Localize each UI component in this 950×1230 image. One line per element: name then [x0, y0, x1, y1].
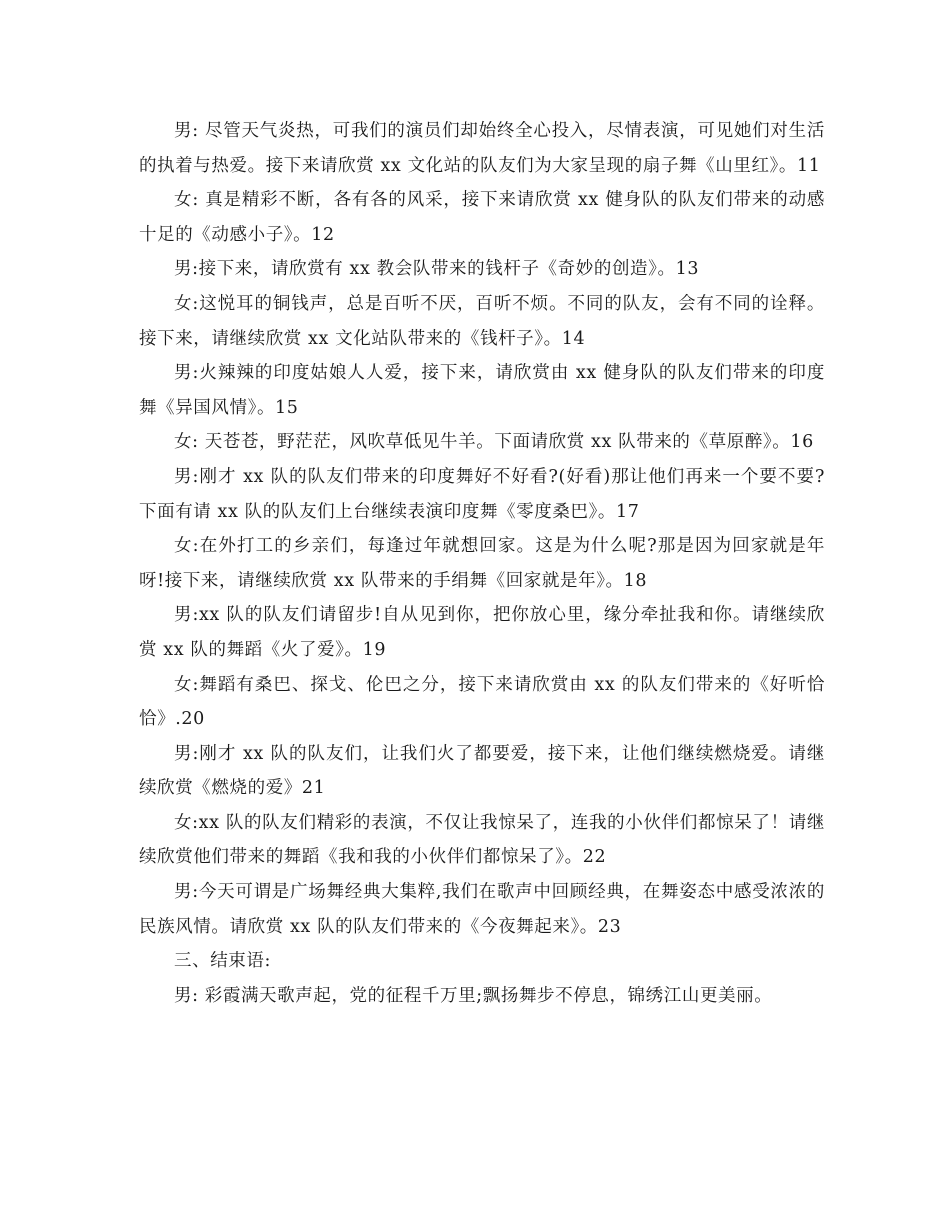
- paragraph-closing-male: 男: 彩霞满天歌声起，党的征程千万里;飘扬舞步不停息，锦绣江山更美丽。: [174, 985, 773, 1006]
- document-body: [139, 114, 825, 1013]
- section-heading-closing: 三、结束语:: [174, 951, 271, 972]
- paragraph-female-22: 女:xx 队的队友们精彩的表演，不仅让我惊呆了，连我的小伙伴们都惊呆了！请继续欣赏他们带来的舞蹈《我和我的小伙伴们都惊呆了》。22: [139, 812, 825, 868]
- paragraph-female-16: 女: 天苍苍，野茫茫，风吹草低见牛羊。下面请欣赏 xx 队带来的《草原醉》。16: [174, 432, 814, 453]
- paragraph-male-19: 男:xx 队的队友们请留步!自从见到你，把你放心里，缘分牵扯我和你。请继续欣赏 xx 队的舞蹈《火了爱》。19: [139, 605, 825, 660]
- paragraph-female-12: 女: 真是精彩不断，各有各的风采，接下来请欣赏 xx 健身队的队友们带来的动感十足的《动感小子》。12: [139, 190, 825, 245]
- paragraph-male-21: 男:刚才 xx 队的队友们，让我们火了都要爱，接下来，让他们继续燃烧爱。请继续欣赏《燃烧的爱》21: [139, 743, 825, 799]
- paragraph-female-14: 女:这悦耳的铜钱声，总是百听不厌，百听不烦。不同的队友，会有不同的诠释。接下来，请继续欣赏 xx 文化站队带来的《钱杆子》。14: [139, 293, 825, 349]
- paragraph-female-18: 女:在外打工的乡亲们，每逢过年就想回家。这是为什么呢?那是因为回家就是年呀!接下来，请继续欣赏 xx 队带来的手绢舞《回家就是年》。18: [139, 536, 825, 591]
- paragraph-male-17: 男:刚才 xx 队的队友们带来的印度舞好不好看?(好看)那让他们再来一个要不要?下面有请 xx 队的队友们上台继续表演印度舞《零度桑巴》。17: [139, 466, 825, 522]
- paragraph-male-13: 男:接下来，请欣赏有 xx 教会队带来的钱杆子《奇妙的创造》。13: [174, 259, 700, 280]
- paragraph-male-11: 男: 尽管天气炎热，可我们的演员们却始终全心投入，尽情表演，可见她们对生活的执着与热爱。接下来请欣赏 xx 文化站的队友们为大家呈现的扇子舞《山里红》。11: [139, 121, 825, 176]
- paragraph-female-20: 女:舞蹈有桑巴、探戈、伦巴之分，接下来请欣赏由 xx 的队友们带来的《好听恰恰》.20: [139, 674, 825, 730]
- paragraph-male-23: 男:今天可谓是广场舞经典大集粹,我们在歌声中回顾经典，在舞姿态中感受浓浓的民族风情。请欣赏 xx 队的队友们带来的《今夜舞起来》。23: [139, 882, 825, 937]
- paragraph-male-15: 男:火辣辣的印度姑娘人人爱，接下来，请欣赏由 xx 健身队的队友们带来的印度舞《异国风情》。15: [139, 363, 825, 418]
